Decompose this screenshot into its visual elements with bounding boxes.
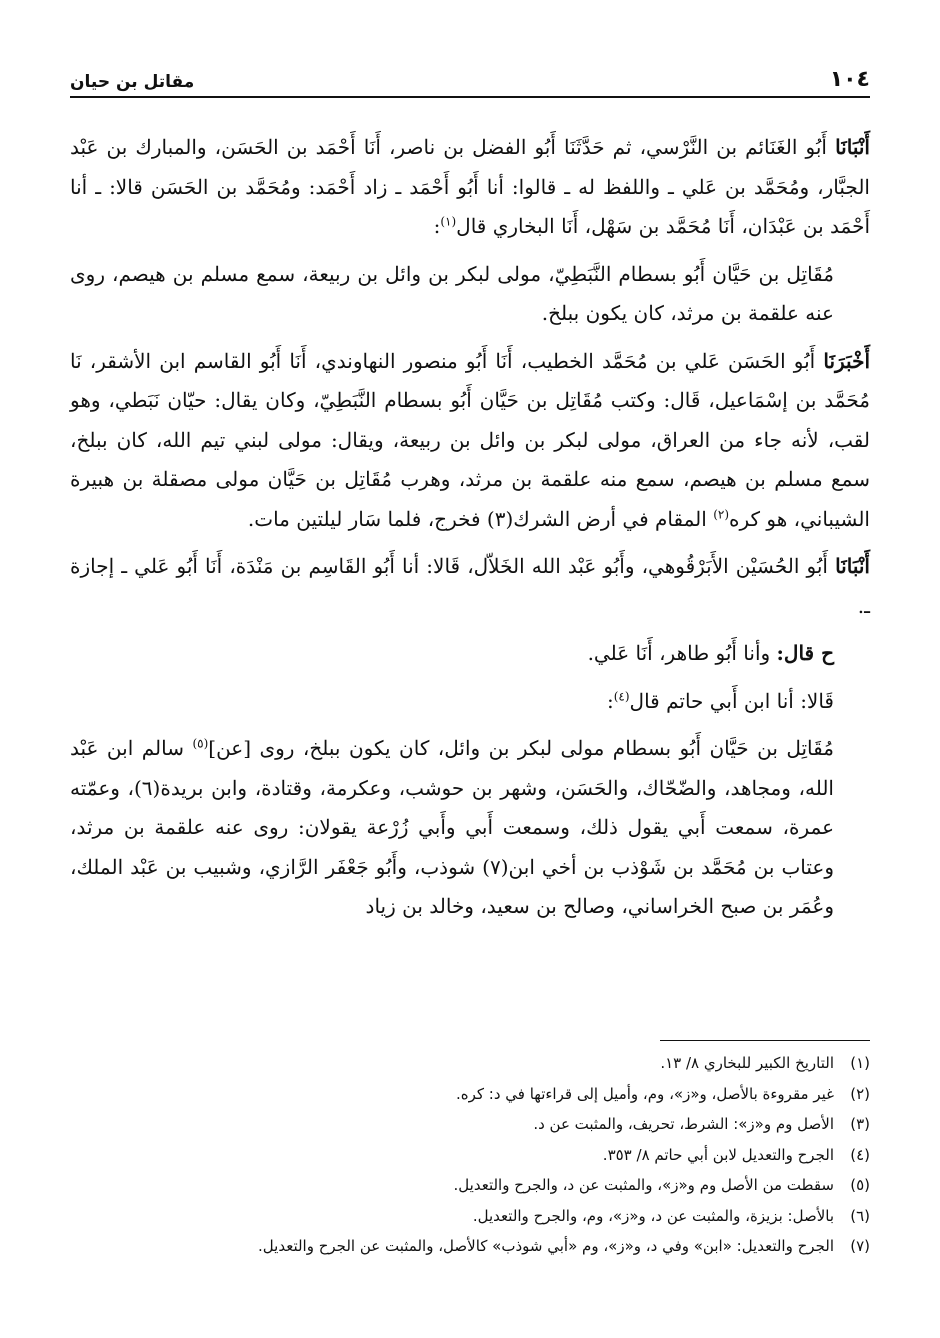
footnote-text: الجرح والتعديل: «ابن» وفي د، و«ز»، وم «أبي شوذب» كالأصل، والمثبت عن الجرح والتعديل.	[258, 1237, 834, 1255]
footnote-number: (٣)	[850, 1115, 870, 1133]
page-number: ١٠٤	[829, 67, 870, 92]
paragraph-tail: :	[433, 214, 441, 238]
paragraph-1	[70, 128, 870, 247]
paragraph-lead: أَنْبَانَا	[835, 554, 870, 578]
paragraph-text: أَبُو الغَنَائم بن النَّرْسي، ثم حَدَّثَنَا أَبُو الفضل بن ناصر، أَنَا أَحْمَد بن الحَسَن، والمبارك بن عَبْد الجبَّار، ومُحَمَّد بن عَلي ـ واللفظ له ـ قالوا: أنا أَبُو أَحْمَد ـ زاد أَحْمَد: ومُحَمَّد بن الحَسَن قالا: ـ أنا أَحْمَد بن عَبْدَان، أَنَا مُحَمَّد بن سَهْل، أَنَا البخاري قال	[70, 135, 870, 238]
footnote-number: (٤)	[850, 1145, 870, 1164]
footnote-item	[70, 1201, 870, 1232]
footnote-item	[70, 1231, 870, 1262]
paragraph-text: وأنا أَبُو طاهر، أَنَا عَلي.	[587, 641, 777, 665]
main-text	[70, 128, 870, 935]
footnote-item	[70, 1079, 870, 1110]
footnote-text: سقطت من الأصل وم و«ز»، والمثبت عن د، والجرح والتعديل.	[453, 1176, 834, 1194]
footnote-ref[interactable]: (٥)	[192, 736, 209, 751]
footnote-text: بالأصل: بزيزة، والمثبت عن د، و«ز»، وم، والجرح والتعديل.	[472, 1206, 834, 1225]
paragraph-text: أَبُو الحَسَن عَلي بن مُحَمَّد الخطيب، أَنَا أَبُو منصور النهاوندي، أَنَا أَبُو القاسم ابن الأشقر، نَا مُحَمَّد بن إسْمَاعيل، قَال: وكتب مُقَاتِل بن حَيَّان أَبُو بسطام النَّبَطِيّ، وكان يقال: حيّان نَبَطي، وهو لقب، لأنه جاء من العراق، مولى لبكر بن وائل بن ربيعة، ويقال: مولى لبني تيم الله، كان ببلخ، سمع مسلم بن هيصم، سمع منه علقمة بن مرثد، وهرب مُقَاتِل بن حَيَّان مولى مصقلة بن هبيرة الشيباني، هو كره	[70, 348, 870, 531]
footnote-item	[70, 1048, 870, 1079]
paragraph-lead: أَنْبَانَا	[835, 135, 870, 159]
paragraph-text: قَالا: أنا ابن أَبي حاتم قال	[629, 688, 834, 713]
footnote-text: الأصل وم و«ز»: الشرط، تحريف، والمثبت عن د.	[533, 1115, 834, 1133]
footnote-ref[interactable]: (٤)	[613, 688, 630, 703]
paragraph-6	[70, 682, 870, 722]
footnote-item	[70, 1170, 870, 1201]
footnote-text: الجرح والتعديل لابن أبي حاتم ٨/ ٣٥٣.	[602, 1145, 834, 1164]
paragraph-5	[70, 634, 870, 674]
footnote-item	[70, 1140, 870, 1171]
footnotes	[70, 1048, 870, 1262]
paragraph-2	[70, 255, 870, 334]
footnote-number: (٥)	[850, 1176, 870, 1194]
footnote-number: (٦)	[850, 1206, 870, 1225]
paragraph-4	[70, 547, 870, 626]
paragraph-3	[70, 342, 870, 540]
page-header	[70, 58, 870, 98]
paragraph-lead: ح قال:	[776, 641, 834, 665]
running-title: مقاتل بن حيان	[70, 72, 195, 92]
footnote-number: (٢)	[850, 1084, 870, 1103]
footnote-item	[70, 1109, 870, 1140]
paragraph-tail: سالم ابن عَبْد الله، ومجاهد، والضّحّاك، والحَسَن، وشهر بن حوشب، وعكرمة، وقتادة، وابن بريدة(٦)، وعمّته عمرة، سمعت أَبي يقول ذلك، وسمعت أَبي وأَبي زُرْعة يقولان: روى عنه علقمة بن مرثد، وعتاب بن مُحَمَّد بن شَوْذب بن أخي ابن(٧) شوذب، وأَبُو جَعْفَر الرَّازي، وشبيب بن عَبْد الملك، وعُمَر بن صبح الخراساني، وصالح بن سعيد، وخالد بن زياد	[70, 736, 835, 918]
paragraph-7	[70, 729, 870, 927]
paragraph-tail: :	[606, 688, 614, 713]
footnote-text: التاريخ الكبير للبخاري ٨/ ١٣.	[660, 1054, 834, 1072]
footnote-ref[interactable]: (١)	[440, 214, 457, 229]
footnote-number: (٧)	[850, 1237, 870, 1255]
book-page	[70, 0, 870, 1338]
paragraph-lead: أَخْبَرَنَا	[823, 348, 870, 373]
footnote-text: غير مقروءة بالأصل، و«ز»، وم، وأميل إلى قراءتها في د: كره.	[455, 1084, 834, 1103]
footnote-ref[interactable]: (٢)	[713, 506, 730, 521]
paragraph-text: مُقَاتِل بن حَيَّان أَبُو بسطام مولى لبكر بن وائل، كان يكون ببلخ، روى [عن]	[208, 736, 834, 760]
footnote-number: (١)	[850, 1054, 870, 1072]
footnote-divider	[660, 1040, 870, 1041]
paragraph-tail: المقام في أرض الشرك(٣) فخرج، فلما سَار ليلتين مات.	[247, 506, 714, 531]
paragraph-text: مُقَاتِل بن حَيَّان أَبُو بسطام النَّبَطِيّ، مولى لبكر بن وائل بن ربيعة، سمع مسلم بن هيصم، روى عنه علقمة بن مرثد، كان يكون ببلخ.	[70, 261, 834, 325]
paragraph-text: أَبُو الحُسَيْن الأَبَرْقُوهي، وأَبُو عَبْد الله الخَلاّل، قَالا: أنا أَبُو القَاسِم بن مَنْدَة، أَنَا أَبُو عَلي ـ إجازة ـ.	[70, 554, 870, 618]
